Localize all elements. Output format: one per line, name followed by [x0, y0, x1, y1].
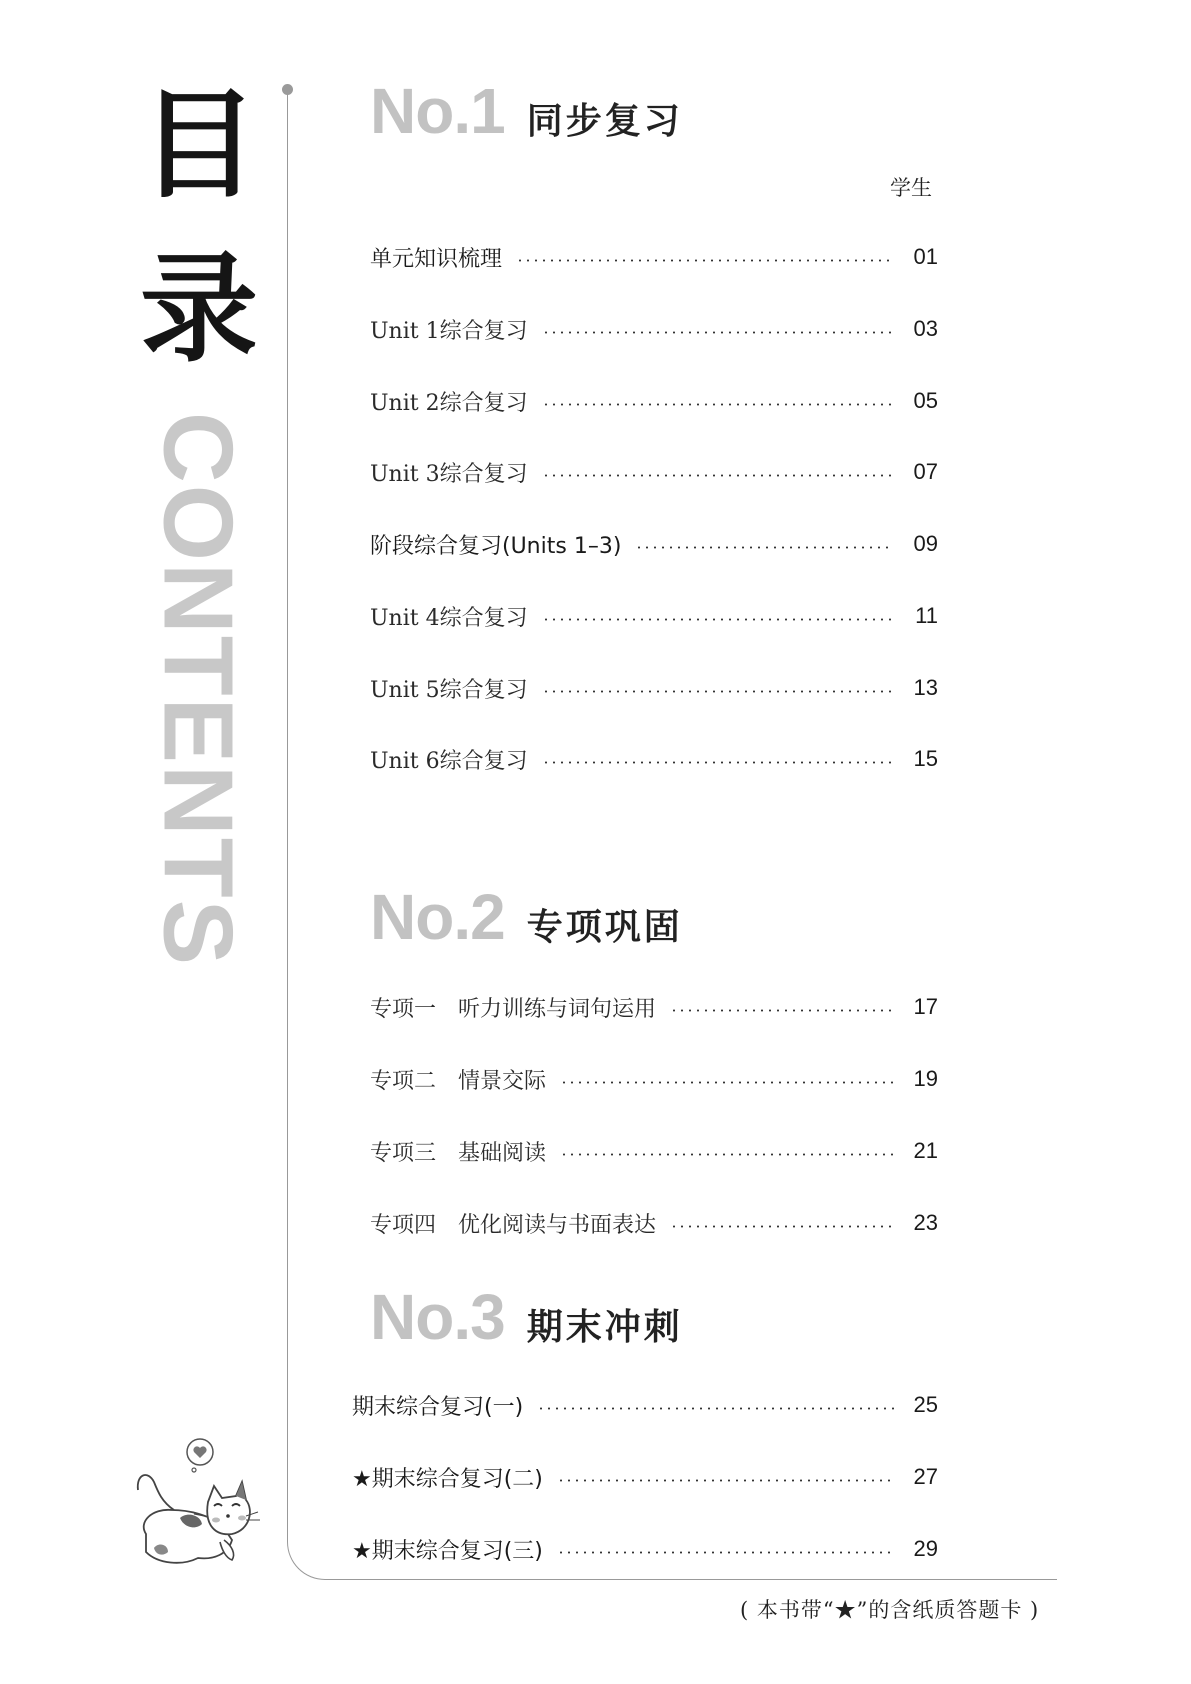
toc-entry-page: 03	[913, 316, 938, 341]
dot-leader	[557, 1479, 894, 1482]
footnote: ( 本书带“★”的含纸质答题卡 )	[740, 1598, 1040, 1622]
toc-entry-label: ★期末综合复习(二)	[352, 1466, 543, 1492]
section-3-number: No.3	[370, 1281, 505, 1353]
toc-entry[interactable]	[370, 743, 938, 775]
toc-entry-label: Unit 3综合复习	[370, 461, 528, 487]
section-2-title: 专项巩固	[526, 907, 683, 948]
toc-entry-page: 19	[913, 1066, 938, 1091]
dot-leader	[542, 618, 894, 621]
dot-leader	[670, 1009, 894, 1012]
toc-entry[interactable]	[370, 1207, 938, 1239]
section-2-header	[370, 880, 683, 954]
toc-entry-label: Unit 6综合复习	[370, 748, 528, 774]
toc-entry-page: 05	[913, 388, 938, 413]
toc-entry[interactable]	[370, 672, 938, 704]
toc-entry[interactable]	[352, 1533, 938, 1565]
dot-leader	[542, 690, 894, 693]
toc-entry-label: Unit 1综合复习	[370, 318, 528, 344]
dot-leader	[542, 474, 894, 477]
toc-entry-page: 07	[913, 459, 938, 484]
column-label: 学生	[890, 176, 932, 200]
dot-leader	[560, 1081, 894, 1084]
dot-leader	[542, 403, 894, 406]
toc-entry[interactable]	[370, 991, 938, 1023]
toc-entry-page: 13	[913, 675, 938, 700]
toc-entry-label: 专项一 听力训练与词句运用	[370, 996, 657, 1022]
toc-entry[interactable]	[352, 1461, 938, 1493]
dot-leader	[542, 331, 894, 334]
section-1-title: 同步复习	[526, 101, 683, 142]
toc-entry-label: Unit 5综合复习	[370, 677, 528, 703]
dot-leader	[670, 1225, 894, 1228]
section-1-header	[370, 74, 683, 148]
contents-vertical-title: CONTENTS	[143, 412, 254, 967]
toc-entry-label: Unit 4综合复习	[370, 605, 528, 631]
heart-icon	[187, 1439, 213, 1472]
toc-entry[interactable]	[370, 241, 938, 273]
section-3-title: 期末冲刺	[526, 1307, 683, 1348]
section-2-number: No.2	[370, 881, 505, 953]
toc-entry-page: 25	[913, 1392, 938, 1417]
toc-entry[interactable]	[352, 1389, 938, 1421]
toc-entry-page: 23	[913, 1210, 938, 1235]
toc-entry-label: 期末综合复习(一)	[352, 1394, 524, 1420]
dot-leader	[542, 761, 894, 764]
dot-leader	[635, 546, 894, 549]
toc-entry[interactable]	[370, 528, 938, 560]
dot-leader	[557, 1551, 894, 1554]
toc-entry-label: 专项四 优化阅读与书面表达	[370, 1212, 657, 1238]
toc-title-char-2: 录	[140, 240, 259, 378]
toc-entry[interactable]	[370, 1063, 938, 1095]
toc-entry-label: 单元知识梳理	[370, 246, 503, 272]
toc-entry-page: 11	[915, 603, 938, 628]
toc-entry-label: 阶段综合复习(Units 1–3)	[370, 533, 622, 559]
toc-entry-label: 专项三 基础阅读	[370, 1140, 547, 1166]
section-1-number: No.1	[370, 75, 505, 147]
toc-title-char-1: 目	[140, 76, 259, 214]
toc-entry[interactable]	[370, 385, 938, 417]
toc-entry-page: 17	[913, 994, 938, 1019]
toc-entry-page: 21	[913, 1138, 938, 1163]
toc-entry[interactable]	[370, 456, 938, 488]
toc-entry[interactable]	[370, 1135, 938, 1167]
section-3-header	[370, 1280, 683, 1354]
toc-entry-page: 09	[913, 531, 938, 556]
toc-entry-page: 01	[913, 244, 938, 269]
dot-leader	[560, 1153, 894, 1156]
toc-entry-page: 29	[913, 1536, 938, 1561]
toc-entry-label: 专项二 情景交际	[370, 1068, 547, 1094]
toc-entry-label: Unit 2综合复习	[370, 390, 528, 416]
toc-entry[interactable]	[370, 600, 938, 632]
frame-dot	[282, 84, 293, 95]
toc-entry-label: ★期末综合复习(三)	[352, 1538, 543, 1564]
cat-illustration	[128, 1430, 268, 1580]
dot-leader	[516, 259, 894, 262]
toc-entry[interactable]	[370, 313, 938, 345]
dot-leader	[537, 1407, 894, 1410]
toc-entry-page: 27	[913, 1464, 938, 1489]
toc-entry-page: 15	[913, 746, 938, 771]
